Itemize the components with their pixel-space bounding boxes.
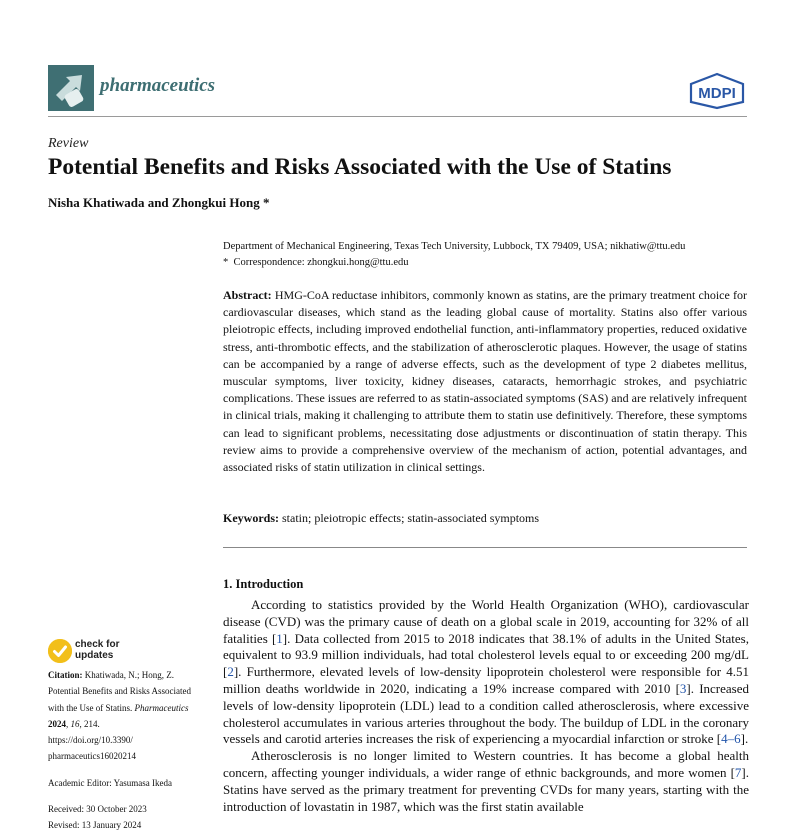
author-list: Nisha Khatiwada and Zhongkui Hong * — [48, 195, 270, 210]
section-divider — [223, 547, 747, 548]
citation-link[interactable]: 4–6 — [721, 731, 741, 747]
text-run: ]. Statins have served as the primary treatment for preventing CVDs for many years, starting with the introduction of lovastatin in 1987, which was the first statin available — [223, 764, 749, 814]
check-for-updates-badge[interactable] — [48, 639, 168, 665]
journal-name[interactable]: pharmaceutics — [100, 75, 216, 96]
text-run: According to statistics provided by the World Health Organization (WHO), cardiovascular disease (CVD) was the primary cause of death on a global scale in 2019, accounting for 32% of all fatalities [ — [223, 597, 749, 646]
affiliation-block — [223, 239, 747, 270]
keywords-label: Keywords: — [223, 511, 279, 525]
citation-year: 2024 — [48, 718, 66, 729]
text-run: ]. Increased levels of low-density lipoprotein (LDL) lead to a condition called atherosclerosis, where excessive cholesterol accumulates in various arteries throughout the body. The buildup of LDL in the coronary vessels and carotid arteries increases the risk of experiencing a myocardial infarction or stroke [ — [223, 680, 749, 747]
article-title: Potential Benefits and Risks Associated with the Use of Statins — [48, 154, 672, 180]
abstract — [223, 287, 747, 476]
intro-heading: 1. Introduction — [223, 577, 304, 591]
correspondence — [223, 255, 747, 271]
intro-paragraph-2 — [223, 748, 749, 815]
citation-link[interactable]: 3 — [679, 680, 687, 696]
citation-block: Citation: Khatiwada, N.; Hong, Z. Potential Benefits and Risks Associated with the Use of Statins. Pharmaceutics 2024, 16, 214. https://doi.org/10.3390/ pharmaceutics16020214 — [48, 667, 208, 765]
journal-logo-icon — [48, 65, 94, 111]
citation-link[interactable]: 2 — [227, 664, 234, 680]
correspondence-text: Correspondence: zhongkui.hong@ttu.edu — [233, 256, 409, 268]
academic-editor: Academic Editor: Yasumasa Ikeda — [48, 777, 172, 788]
doi-link-line2[interactable]: pharmaceutics16020214 — [48, 751, 136, 762]
citation-journal: Pharmaceutics — [134, 702, 189, 713]
doi-link-line1[interactable]: https://doi.org/10.3390/ — [48, 735, 133, 746]
citation-label: Citation: — [48, 670, 83, 680]
intro-paragraph-1 — [223, 597, 749, 748]
citation-link[interactable]: 7 — [734, 764, 742, 780]
citation-volume: 16 — [70, 718, 80, 729]
abstract-text: HMG-CoA reductase inhibitors, commonly known as statins, are the primary treatment choice for cardiovascular diseases, which stand as the leading global cause of mortality. Statins also offer various pleiotropic effects, including improved endothelial function, anti-inflammatory properties, reduced oxidative stress, anti-thrombotic effects, and the stabilization of atherosclerotic plaques. However, the usage of statins can be accompanied by a range of adverse effects, such as the development of type 2 diabetes mellitus, muscular symptoms, liver toxicity, kidney diseases, cataracts, hemorrhagic strokes, and psychiatric complications. These issues are referred to as statin-associated symptoms (SAS) and are relatively infrequent in clinical trials, making it challenging to attribute them to statin use definitively. Therefore, these symptoms can lead to significant problems, necessitating dose adjustments or discontinuation of statin therapy. This review aims to provide a comprehensive overview of the mechanism of action, potential advantages, and associated risks of statin utilization in clinical settings. — [223, 288, 748, 475]
correspondence-marker: * — [223, 256, 229, 268]
article-sidebar — [48, 667, 208, 834]
text-run: ]. Furthermore, elevated levels of low-density lipoprotein cholesterol were responsible for 4.51 million deaths worldwide in 2020, indicating a 19% increase compared with 2010 [ — [223, 664, 749, 696]
check-updates-line2: updates — [75, 649, 114, 661]
received-date: Received: 30 October 2023 — [48, 804, 147, 815]
journal-header — [48, 64, 747, 117]
text-run: ]. — [740, 731, 749, 747]
citation-pages: , 214. — [79, 718, 100, 729]
affiliation: Department of Mechanical Engineering, Texas Tech University, Lubbock, TX 79409, USA; nikhatiw@ttu.edu — [223, 241, 686, 252]
check-updates-label — [75, 640, 119, 661]
revised-date: Revised: 13 January 2024 — [48, 820, 142, 831]
keywords — [223, 511, 747, 526]
article-type: Review — [48, 136, 89, 151]
text-run: Atherosclerosis is no longer limited to Western countries. It has become a global health concern, affecting younger individuals, a wider range of ethnic backgrounds, and more women [ — [223, 748, 749, 780]
citation-text: Khatiwada, N.; Hong, Z. Potential Benefits and Risks Associated with the Use of Statins. — [48, 670, 191, 713]
text-run: ]. Data collected from 2015 to 2018 indicates that 38.1% of adults in the United States, equivalent to 93.9 million individuals, had total cholesterol levels equal to or exceeding 200 mg/dL [ — [223, 630, 749, 680]
intro-body — [223, 597, 749, 815]
keywords-text: statin; pleiotropic effects; statin-associated symptoms — [282, 511, 540, 525]
check-updates-line1: check for — [75, 639, 120, 650]
mdpi-logo-icon[interactable] — [687, 72, 747, 110]
check-updates-icon — [48, 639, 72, 663]
abstract-label: Abstract: — [223, 288, 272, 302]
svg-text:MDPI: MDPI — [698, 85, 736, 102]
citation-link[interactable]: 1 — [276, 630, 283, 646]
